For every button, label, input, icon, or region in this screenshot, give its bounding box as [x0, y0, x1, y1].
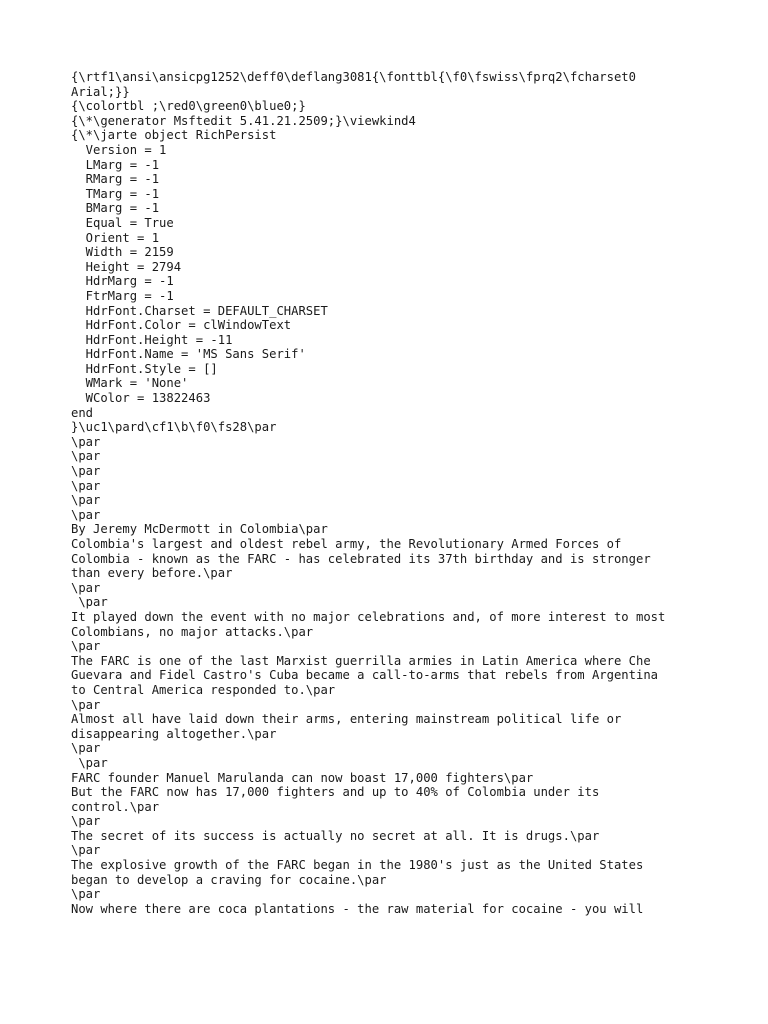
text-line: \par: [71, 580, 101, 595]
text-line: The explosive growth of the FARC began in the 1980's just as the United States: [71, 858, 644, 873]
text-line: began to develop a craving for cocaine.\par: [71, 872, 387, 887]
text-line: Height = 2794: [71, 259, 182, 274]
text-line: Arial;}}: [71, 84, 130, 99]
text-line: \par: [71, 507, 101, 522]
text-line: {\colortbl ;\red0\green0\blue0;}: [71, 99, 306, 114]
text-line: By Jeremy McDermott in Colombia\par: [71, 522, 328, 537]
document-page: [71, 70, 761, 916]
text-line: The secret of its success is actually no secret at all. It is drugs.\par: [71, 828, 600, 843]
text-line: \par: [71, 887, 101, 902]
text-line: }\uc1\pard\cf1\b\f0\fs28\par: [71, 420, 277, 435]
text-line: Orient = 1: [71, 230, 160, 245]
text-line: WColor = 13822463: [71, 391, 211, 406]
text-line: It played down the event with no major celebrations and, of more interest to most: [71, 609, 666, 624]
text-line: than every before.\par: [71, 566, 233, 581]
text-line: \par: [71, 478, 101, 493]
text-line: to Central America responded to.\par: [71, 682, 336, 697]
text-line: Colombians, no major attacks.\par: [71, 624, 314, 639]
text-line: end: [71, 405, 94, 420]
text-line: FARC founder Manuel Marulanda can now boast 17,000 fighters\par: [71, 770, 534, 785]
text-line: WMark = 'None': [71, 376, 189, 391]
text-line: Almost all have laid down their arms, entering mainstream political life or: [71, 712, 622, 727]
text-line: {\*\jarte object RichPersist: [71, 128, 277, 143]
text-line: \par: [71, 741, 101, 756]
text-line: LMarg = -1: [71, 157, 160, 172]
text-line: HdrFont.Height = -11: [71, 332, 233, 347]
text-line: {\*\generator Msftedit 5.41.21.2509;}\viewkind4: [71, 113, 416, 128]
text-line: Colombia's largest and oldest rebel army, the Revolutionary Armed Forces of: [71, 537, 622, 551]
text-line: \par: [71, 843, 101, 858]
text-line: \par: [71, 493, 101, 508]
text-line: Guevara and Fidel Castro's Cuba became a call-to-arms that rebels from Argentina: [71, 668, 658, 683]
text-line: Now where there are coca plantations - the raw material for cocaine - you will: [71, 901, 644, 916]
text-line: \par: [71, 434, 101, 449]
text-line: {\rtf1\ansi\ansicpg1252\deff0\deflang3081{\fonttbl{\f0\fswiss\fprq2\fcharset0: [71, 70, 636, 84]
text-line: Width = 2159: [71, 245, 174, 260]
text-line: \par: [71, 814, 101, 829]
text-line: control.\par: [71, 799, 160, 814]
text-line: FtrMarg = -1: [71, 288, 174, 303]
text-line: HdrFont.Style = []: [71, 361, 218, 376]
text-line: RMarg = -1: [71, 172, 160, 187]
text-line: HdrMarg = -1: [71, 274, 174, 289]
text-line: BMarg = -1: [71, 201, 160, 216]
text-line: \par: [71, 595, 108, 610]
text-line: HdrFont.Name = 'MS Sans Serif': [71, 347, 306, 362]
text-line: \par: [71, 755, 108, 770]
text-line: Equal = True: [71, 215, 174, 230]
text-line: \par: [71, 697, 101, 712]
text-line: TMarg = -1: [71, 186, 160, 201]
text-line: \par: [71, 449, 101, 464]
text-line: Version = 1: [71, 142, 167, 157]
text-line: But the FARC now has 17,000 fighters and up to 40% of Colombia under its: [71, 785, 600, 800]
text-line: HdrFont.Charset = DEFAULT_CHARSET: [71, 303, 328, 318]
text-line: The FARC is one of the last Marxist guerrilla armies in Latin America where Che: [71, 653, 651, 668]
text-line: \par: [71, 464, 101, 479]
text-line: \par: [71, 639, 101, 654]
text-line: HdrFont.Color = clWindowText: [71, 318, 292, 333]
text-line: Colombia - known as the FARC - has celebrated its 37th birthday and is stronger: [71, 551, 651, 566]
text-line: disappearing altogether.\par: [71, 726, 277, 741]
